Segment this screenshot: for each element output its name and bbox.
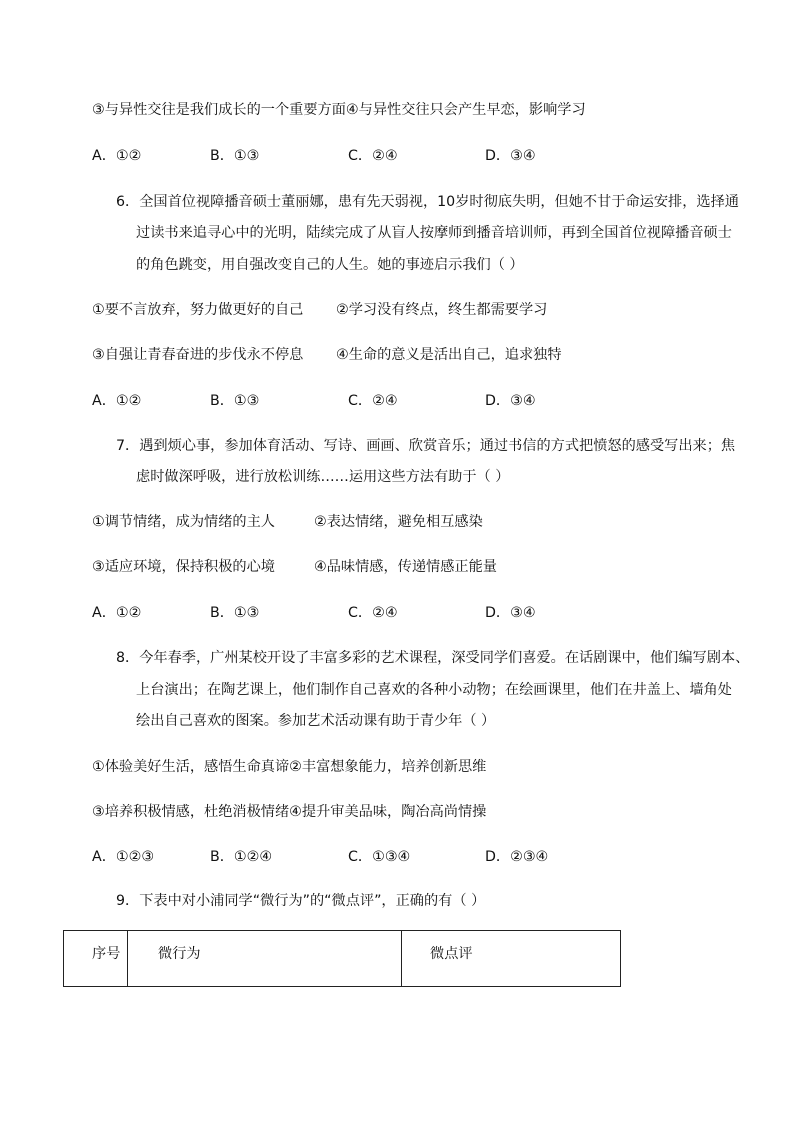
q8-stem-line-2: 上台演出；在陶艺课上，他们制作自己喜欢的各种小动物；在绘画课里，他们在井盖上、墙角处 xyxy=(136,682,732,698)
table-header-behavior: 微行为 xyxy=(128,931,402,987)
q8-items-row-2: ③培养积极情感，杜绝消极情绪④提升审美品味，陶冶高尚情操 xyxy=(92,804,487,820)
q7-item-2: ②表达情绪，避免相互感染 xyxy=(314,514,483,530)
q7-stem-line-1: 7．遇到烦心事，参加体育活动、写诗、画画、欣赏音乐；通过书信的方式把愤怒的感受写出来；焦 xyxy=(116,438,736,454)
q7-option-b[interactable]: B．①③ xyxy=(210,605,260,621)
table-header-row xyxy=(64,931,621,987)
q5-option-a[interactable]: A．①② xyxy=(92,148,142,164)
q6-item-1: ①要不言放弃，努力做更好的自己 xyxy=(92,302,304,318)
q6-item-3: ③自强让青春奋进的步伐永不停息 xyxy=(92,347,304,363)
q6-options xyxy=(92,391,592,411)
table-header-index: 序号 xyxy=(64,931,128,987)
q8-items-row-1: ①体验美好生活，感悟生命真谛②丰富想象能力，培养创新思维 xyxy=(92,759,487,775)
q8-option-c[interactable]: C．①③④ xyxy=(348,849,411,865)
q6-items-row-2 xyxy=(92,345,562,365)
q8-options xyxy=(92,847,592,867)
q7-items-row-1 xyxy=(92,512,483,532)
q7-item-1: ①调节情绪，成为情绪的主人 xyxy=(92,514,275,530)
q6-stem-line-2: 过读书来追寻心中的光明，陆续完成了从盲人按摩师到播音培训师，再到全国首位视障播音硕士 xyxy=(136,225,732,241)
q7-option-d[interactable]: D．③④ xyxy=(485,605,536,621)
q7-stem-line-2: 虑时做深呼吸，进行放松训练……运用这些方法有助于（ ） xyxy=(136,469,510,485)
q5-statement-line: ③与异性交往是我们成长的一个重要方面④与异性交往只会产生早恋，影响学习 xyxy=(92,102,586,118)
q6-items-row-1 xyxy=(92,300,548,320)
q5-option-b[interactable]: B．①③ xyxy=(210,148,260,164)
q7-options xyxy=(92,603,592,623)
q7-item-3: ③适应环境，保持积极的心境 xyxy=(92,559,275,575)
q7-option-c[interactable]: C．②④ xyxy=(348,605,398,621)
q7-items-row-2 xyxy=(92,557,497,577)
q6-option-d[interactable]: D．③④ xyxy=(485,393,536,409)
q8-option-d[interactable]: D．②③④ xyxy=(485,849,549,865)
q6-stem-line-1: 6．全国首位视障播音硕士董丽娜，患有先天弱视，10岁时彻底失明，但她不甘于命运安排，选择通 xyxy=(116,194,739,210)
q6-option-c[interactable]: C．②④ xyxy=(348,393,398,409)
q9-table xyxy=(63,930,621,987)
q7-option-a[interactable]: A．①② xyxy=(92,605,142,621)
q9-stem: 9．下表中对小浦同学“微行为”的“微点评”，正确的有（ ） xyxy=(116,893,486,909)
q5-option-d[interactable]: D．③④ xyxy=(485,148,536,164)
q8-stem-line-3: 绘出自己喜欢的图案。参加艺术活动课有助于青少年（ ） xyxy=(136,713,496,729)
q8-stem-line-1: 8．今年春季，广州某校开设了丰富多彩的艺术课程，深受同学们喜爱。在话剧课中，他们编写剧本、 xyxy=(116,650,750,666)
q5-options xyxy=(92,146,592,166)
table-header-comment: 微点评 xyxy=(402,931,621,987)
q6-option-b[interactable]: B．①③ xyxy=(210,393,260,409)
q6-item-4: ④生命的意义是活出自己，追求独特 xyxy=(336,347,562,363)
q5-option-c[interactable]: C．②④ xyxy=(348,148,398,164)
q7-item-4: ④品味情感，传递情感正能量 xyxy=(314,559,497,575)
q6-option-a[interactable]: A．①② xyxy=(92,393,142,409)
q6-stem-line-3: 的角色跳变，用自强改变自己的人生。她的事迹启示我们（ ） xyxy=(136,257,524,273)
q6-item-2: ②学习没有终点，终生都需要学习 xyxy=(336,302,548,318)
q8-option-a[interactable]: A．①②③ xyxy=(92,849,155,865)
q8-option-b[interactable]: B．①②④ xyxy=(210,849,273,865)
